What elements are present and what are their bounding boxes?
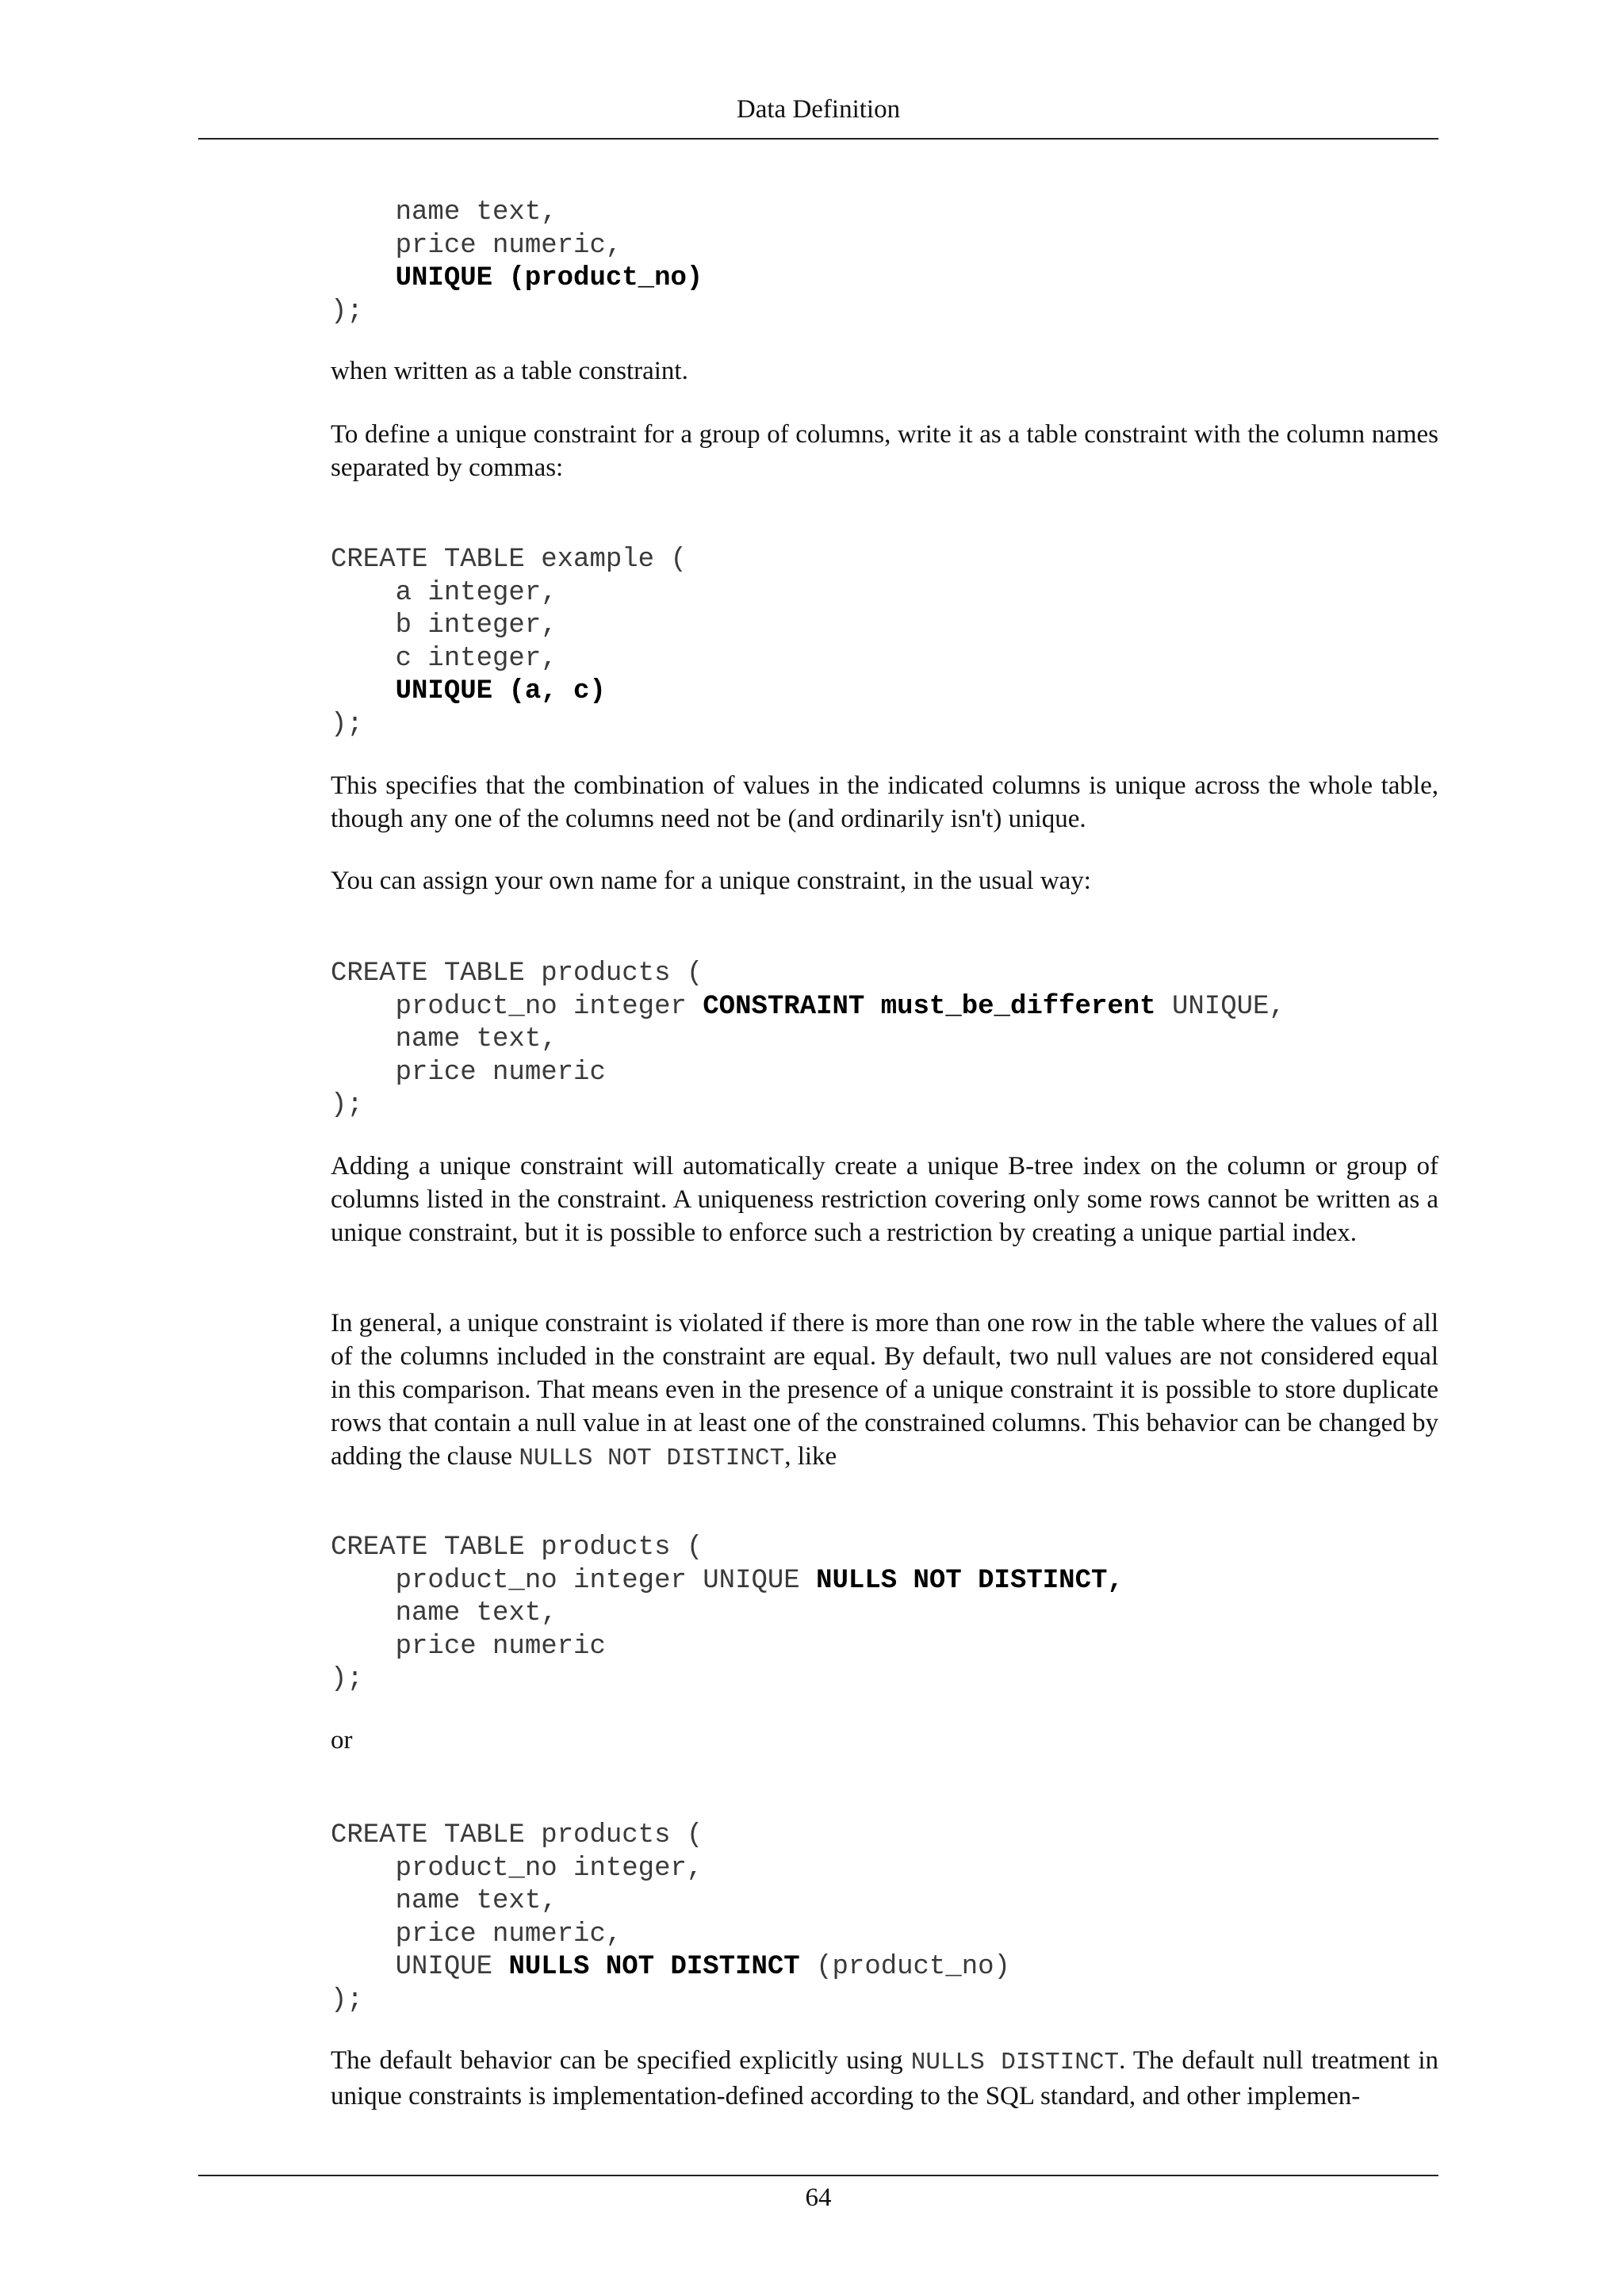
- code-line: c integer,: [331, 643, 557, 674]
- code-line: name text,: [331, 1598, 557, 1629]
- code-line: price numeric,: [331, 230, 622, 261]
- code-emphasis: NULLS NOT DISTINCT: [508, 1952, 800, 1983]
- running-header: Data Definition: [736, 95, 901, 124]
- code-indent: [331, 676, 396, 706]
- code-emphasis: CONSTRAINT must_be_different: [703, 991, 1156, 1022]
- header-rule: [198, 138, 1438, 140]
- code-block-products-table-constraint: [331, 197, 1438, 328]
- code-line: );: [331, 1984, 363, 2015]
- code-line: a integer,: [331, 577, 557, 608]
- code-text: product_no integer UNIQUE: [331, 1565, 817, 1596]
- code-line: CREATE TABLE products (: [331, 959, 703, 989]
- paragraph-text: The default behavior can be specified explicitly using: [331, 2046, 911, 2075]
- code-line: );: [331, 709, 363, 740]
- code-block-named-constraint: [331, 958, 1438, 1123]
- code-line: name text,: [331, 1024, 557, 1055]
- code-line: price numeric,: [331, 1919, 622, 1950]
- code-line: CREATE TABLE products (: [331, 1820, 703, 1850]
- code-line: price numeric: [331, 1057, 606, 1088]
- code-line: name text,: [331, 197, 557, 228]
- code-line: price numeric: [331, 1631, 606, 1662]
- paragraph: Adding a unique constraint will automatically create a unique B-tree index on the column or group of columns listed in the constraint. A uniqueness restriction covering only some rows cannot be written as a unique constraint, but it is possible to enforce such a restriction by creating a unique partial index.: [331, 1152, 1438, 1247]
- code-indent: [331, 263, 396, 293]
- code-emphasis: UNIQUE (product_no): [395, 263, 703, 294]
- code-line: );: [331, 1090, 363, 1121]
- footer-rule: [198, 2175, 1438, 2176]
- code-emphasis: UNIQUE (a, c): [395, 676, 606, 707]
- page-number: 64: [805, 2183, 832, 2212]
- paragraph: This specifies that the combination of values in the indicated columns is unique across the whole table, though any one of the columns need not be (and ordinarily isn't) unique.: [331, 771, 1438, 833]
- inline-code: NULLS NOT DISTINCT: [519, 1445, 785, 1472]
- paragraph: To define a unique constraint for a group of columns, write it as a table constraint with the column names separated by commas:: [331, 420, 1438, 482]
- code-text: UNIQUE: [331, 1952, 509, 1983]
- paragraph: when written as a table constraint.: [331, 357, 688, 385]
- paragraph-text: , like: [784, 1442, 837, 1471]
- code-block-nulls-not-distinct-column: [331, 1532, 1438, 1697]
- paragraph: [331, 2044, 1438, 2113]
- code-emphasis: NULLS NOT DISTINCT,: [816, 1565, 1124, 1596]
- code-text: (product_no): [799, 1952, 1010, 1983]
- code-block-nulls-not-distinct-table: [331, 1820, 1438, 2018]
- code-block-example-table: [331, 544, 1438, 742]
- code-line: CREATE TABLE products (: [331, 1533, 703, 1563]
- code-line: );: [331, 296, 363, 327]
- code-text: UNIQUE,: [1155, 991, 1285, 1022]
- code-line: );: [331, 1664, 363, 1695]
- paragraph: [331, 1307, 1438, 1475]
- paragraph-text: . The default null treatment in unique constraints is implementation-defined according to the SQL standard, and other implemen-: [331, 2046, 1438, 2110]
- inline-code: NULLS DISTINCT: [910, 2049, 1120, 2076]
- paragraph-text: In general, a unique constraint is violated if there is more than one row in the table where the values of all of the columns included in the constraint are equal. By default, two null values are not considered equal in this comparison. That means even in the presence of a unique constraint it is possible to store duplicate rows that contain a null value in at least one of the constrained columns. This behavior can be changed by adding the clause: [331, 1309, 1438, 1471]
- code-line: name text,: [331, 1886, 557, 1917]
- code-line: product_no integer,: [331, 1853, 703, 1884]
- paragraph: You can assign your own name for a unique constraint, in the usual way:: [331, 867, 1091, 895]
- code-text: product_no integer: [331, 991, 703, 1022]
- paragraph: or: [331, 1726, 353, 1755]
- code-line: CREATE TABLE example (: [331, 545, 687, 575]
- code-line: b integer,: [331, 610, 557, 641]
